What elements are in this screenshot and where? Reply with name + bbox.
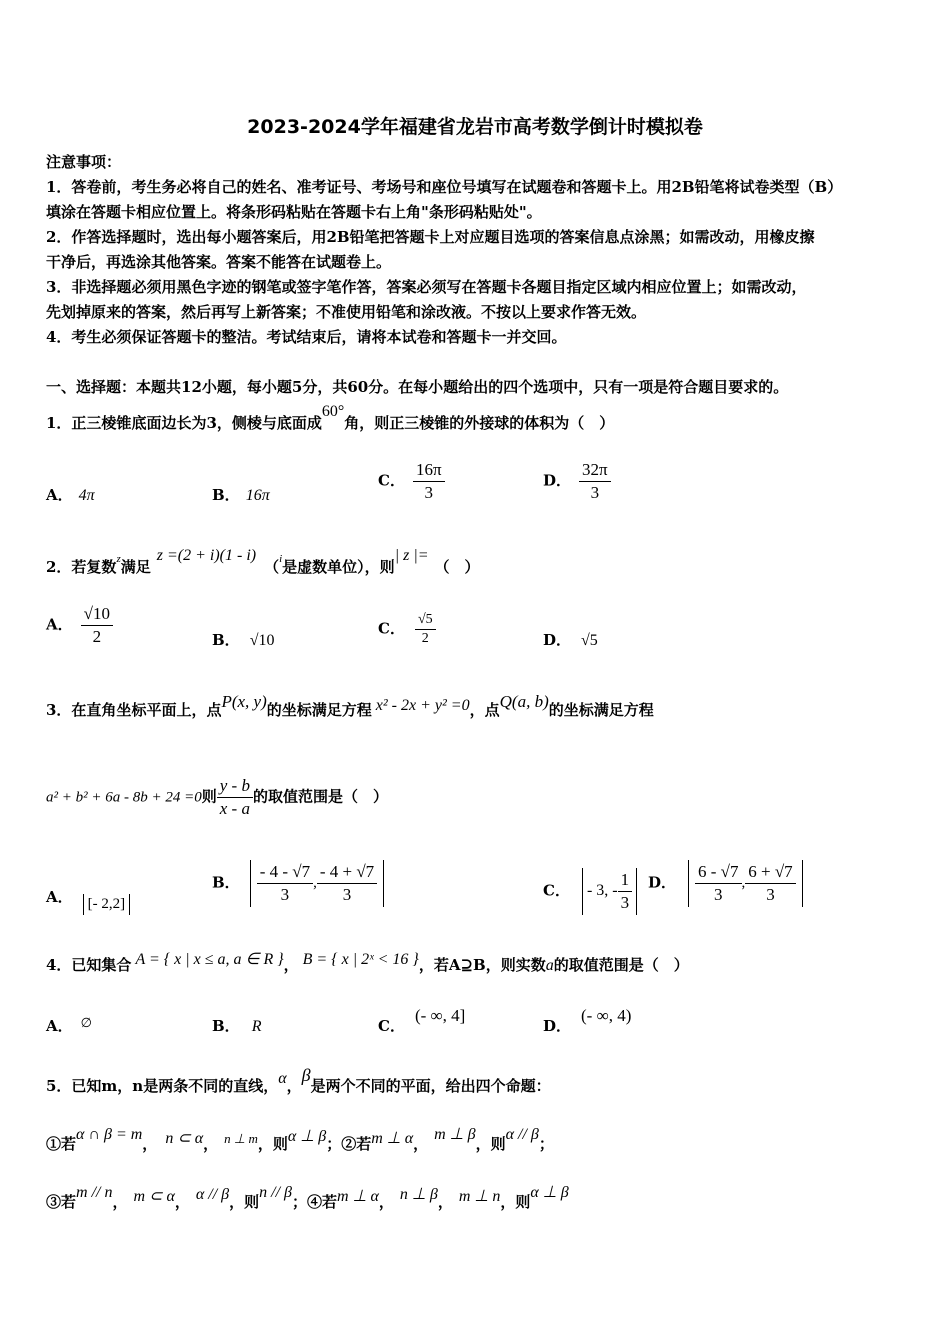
option-letter: A． — [46, 615, 73, 634]
option-value: ∅ — [80, 1015, 92, 1030]
q3-text: 则 — [201, 787, 217, 806]
q4-option-c[interactable] — [378, 1006, 466, 1036]
q3-option-d[interactable]: D． $\frac{6 - √7}{3}$ , $\frac{6 + √7}{3}$ — [648, 860, 803, 907]
question-5 — [46, 1065, 551, 1097]
q5-text: ；④若 — [292, 1193, 338, 1211]
q5-expr: α ⊥ β — [530, 1184, 569, 1201]
q1-option-c[interactable] — [378, 460, 445, 503]
q3-equation-1: x² - 2x + y² =0 — [375, 697, 470, 714]
q1-angle: 60° — [321, 403, 345, 420]
q4-set-b: B = { x | 2ˣ < 16 } — [302, 951, 419, 968]
q4-option-d[interactable] — [543, 1006, 632, 1036]
q3-text: ，点 — [469, 701, 500, 719]
q5-text: ， — [286, 1077, 302, 1095]
q2-option-a[interactable] — [46, 604, 113, 647]
q4-text: 的取值范围是（ ） — [553, 956, 689, 974]
q5-text: ①若 — [46, 1135, 77, 1153]
q5-text: ，则 — [500, 1193, 531, 1211]
frac-denominator: 2 — [421, 631, 429, 646]
q4-text: ，若A⊇B，则实数 — [418, 956, 546, 974]
q3-option-c[interactable] — [543, 868, 637, 915]
q5-text: 是两个不同的平面，给出四个命题： — [310, 1077, 551, 1095]
q2-text: （ — [264, 558, 280, 576]
q5-text: ，则 — [475, 1135, 506, 1153]
q5-expr: α // β — [195, 1186, 230, 1203]
frac-numerator: 16π — [413, 460, 445, 482]
q5-text: ， — [203, 1135, 219, 1153]
frac-numerator: - 4 + √7 — [317, 862, 377, 884]
q5-expr: α ⊥ β — [287, 1128, 327, 1145]
option-letter: C． — [543, 881, 570, 900]
q5-expr: m // n — [76, 1184, 113, 1201]
frac-denominator: 3 — [714, 885, 723, 904]
q5-text: ，则 — [257, 1135, 288, 1153]
q2-abs: | z |= — [394, 547, 429, 564]
q5-expr: n // β — [259, 1184, 292, 1201]
q5-expr: m ⊥ n — [458, 1188, 501, 1205]
q5-text: 5．已知m，n是两条不同的直线， — [46, 1077, 279, 1095]
frac-denominator: 3 — [620, 893, 630, 912]
notice-line: 2．作答选择题时，选出每小题答案后，用2B铅笔把答题卡上对应题目选项的答案信息点涂黑；如需改动，用橡皮擦 — [46, 228, 815, 246]
notice-line: 填涂在答题卡相应位置上。将条形码粘贴在答题卡右上角"条形码粘贴处"。 — [46, 203, 542, 221]
q5-expr: m ⊥ α — [337, 1188, 379, 1205]
q2-var: i — [279, 553, 283, 565]
option-letter: A． — [46, 486, 73, 504]
option-letter: C． — [378, 1017, 405, 1035]
option-letter: D． — [543, 631, 572, 649]
q5-text: ， — [437, 1193, 453, 1211]
q5-expr: m ⊥ α — [371, 1130, 414, 1147]
q5-text: ； — [538, 1135, 554, 1153]
q2-text: 是虚数单位），则 — [282, 558, 395, 576]
q5-text: ， — [413, 1135, 429, 1153]
q3-point-p: P(x, y) — [221, 692, 267, 711]
q2-text: 2．若复数 — [46, 558, 117, 576]
notice-heading: 注意事项： — [46, 153, 122, 171]
q4-set-a: A = { x | x ≤ a, a ∈ R } — [135, 951, 284, 968]
q3-text: 的坐标满足方程 — [548, 701, 654, 719]
q5-expr: m ⊂ α — [133, 1188, 175, 1205]
frac-numerator: y - b — [217, 776, 253, 798]
page-title: 2023-2024学年福建省龙岩市高考数学倒计时模拟卷 — [247, 116, 703, 138]
q3-equation-2: a² + b² + 6a - 8b + 24 =0 — [46, 789, 202, 806]
q2-option-d[interactable] — [543, 629, 598, 650]
frac-numerator: 6 + √7 — [745, 862, 795, 884]
q3-point-q: Q(a, b) — [499, 692, 549, 711]
frac-numerator: - 4 - √7 — [257, 862, 313, 884]
q2-text: 满足 — [120, 558, 151, 576]
q1-option-b[interactable] — [212, 484, 270, 505]
q3-option-b[interactable]: B． $\frac{- 4 - √7}{3}$ , $\frac{- 4 + √7}{3}$ — [212, 860, 384, 907]
frac-numerator: 1 — [618, 870, 633, 892]
q2-text: （ ） — [434, 558, 480, 576]
option-value: 4π — [78, 487, 95, 504]
q5-propositions-3-4 — [46, 1184, 569, 1213]
frac-denominator: 3 — [766, 885, 775, 904]
q3-option-a[interactable] — [46, 886, 130, 912]
option-letter: A． — [46, 1017, 73, 1035]
option-value: √10 — [249, 632, 275, 649]
q5-expr: n ⊂ α — [165, 1130, 204, 1147]
q4-text: ， — [283, 956, 299, 974]
q1-text-end: 角，则正三棱锥的外接球的体积为（ ） — [344, 414, 615, 432]
section-heading: 一、选择题：本题共12小题，每小题5分，共60分。在每小题给出的四个选项中，只有一项是符合题目要求的。 — [46, 378, 789, 396]
notice-line: 先划掉原来的答案，然后再写上新答案；不准使用铅笔和涂改液。不按以上要求作答无效。 — [46, 303, 647, 321]
option-value: 16π — [245, 487, 270, 504]
q1-text: 1．正三棱锥底面边长为3，侧棱与底面成 — [46, 414, 322, 432]
question-4 — [46, 951, 689, 976]
frac-numerator: 32π — [579, 460, 611, 482]
option-value: - 3, - — [586, 881, 618, 899]
frac-denominator: 3 — [280, 885, 290, 904]
q2-option-c[interactable] — [378, 612, 436, 647]
q2-option-b[interactable] — [212, 629, 274, 650]
q4-option-b[interactable] — [212, 1015, 261, 1036]
option-letter: B． — [212, 486, 240, 504]
option-letter: A． — [46, 888, 73, 906]
option-letter: B． — [212, 1017, 240, 1035]
q5-expr: α ∩ β = m — [76, 1126, 143, 1143]
notice-line: 干净后，再选涂其他答案。答案不能答在试题卷上。 — [46, 253, 392, 271]
frac-numerator: √5 — [415, 612, 436, 630]
q3-text: 的取值范围是（ ） — [252, 787, 388, 806]
q3-text: 的坐标满足方程 — [266, 701, 372, 719]
option-value: √5 — [581, 632, 598, 649]
option-letter: D． — [648, 873, 677, 892]
frac-denominator: 3 — [342, 885, 352, 904]
notice-line: 4．考生必须保证答题卡的整洁。考试结束后，请将本试卷和答题卡一并交回。 — [46, 328, 567, 346]
q5-expr: n ⊥ m — [224, 1131, 258, 1146]
q5-text: ， — [142, 1135, 158, 1153]
q3-text: 3．在直角坐标平面上，点 — [46, 701, 222, 719]
q5-var: β — [301, 1065, 311, 1085]
option-letter: B． — [212, 873, 240, 892]
notice-line: 1．答卷前，考生务必将自己的姓名、准考证号、考场号和座位号填写在试题卷和答题卡上。用2B铅笔将试卷类型（B） — [46, 178, 843, 196]
question-2 — [46, 547, 480, 579]
option-letter: C． — [378, 471, 405, 490]
question-3-cont — [46, 776, 388, 819]
q5-expr: m ⊥ β — [434, 1126, 476, 1143]
q5-text: ；②若 — [326, 1135, 372, 1153]
question-3 — [46, 692, 654, 721]
option-value: (- ∞, 4] — [414, 1006, 466, 1025]
frac-denominator: 3 — [590, 483, 600, 502]
q5-text: ， — [174, 1193, 190, 1211]
q1-option-d[interactable] — [543, 460, 611, 503]
q1-option-a[interactable] — [46, 484, 95, 505]
option-letter: D． — [543, 1017, 572, 1035]
q2-var: z — [116, 553, 121, 565]
option-letter: B． — [212, 631, 240, 649]
q5-expr: α // β — [505, 1126, 539, 1143]
q5-text: ， — [378, 1193, 394, 1211]
frac-denominator: x - a — [219, 799, 250, 818]
notice-line: 3．非选择题必须用黑色字迹的钢笔或签字笔作答，答案必须写在答题卡各题目指定区域内相应位置上；如需改动， — [46, 278, 807, 296]
q5-expr: n ⊥ β — [399, 1186, 438, 1203]
q5-var: α — [278, 1070, 287, 1087]
q4-text: 4．已知集合 — [46, 956, 132, 974]
q5-text: ，则 — [229, 1193, 260, 1211]
frac-denominator: 2 — [92, 627, 102, 646]
option-value: [- 2,2] — [83, 894, 131, 915]
question-1 — [46, 403, 615, 434]
option-value: R — [251, 1018, 262, 1035]
frac-denominator: 3 — [424, 483, 433, 502]
frac-numerator: 6 - √7 — [695, 862, 742, 884]
option-letter: C． — [378, 619, 405, 638]
q2-equation: z =(2 + i)(1 - i) — [156, 547, 257, 564]
q4-var: a — [545, 957, 554, 974]
q5-text: ③若 — [46, 1193, 77, 1211]
q5-propositions-1-2 — [46, 1126, 554, 1155]
frac-numerator: √10 — [81, 604, 113, 626]
q5-text: ， — [112, 1193, 128, 1211]
q4-option-a[interactable] — [46, 1015, 92, 1036]
option-letter: D． — [543, 471, 572, 490]
option-value: (- ∞, 4) — [581, 1006, 632, 1025]
